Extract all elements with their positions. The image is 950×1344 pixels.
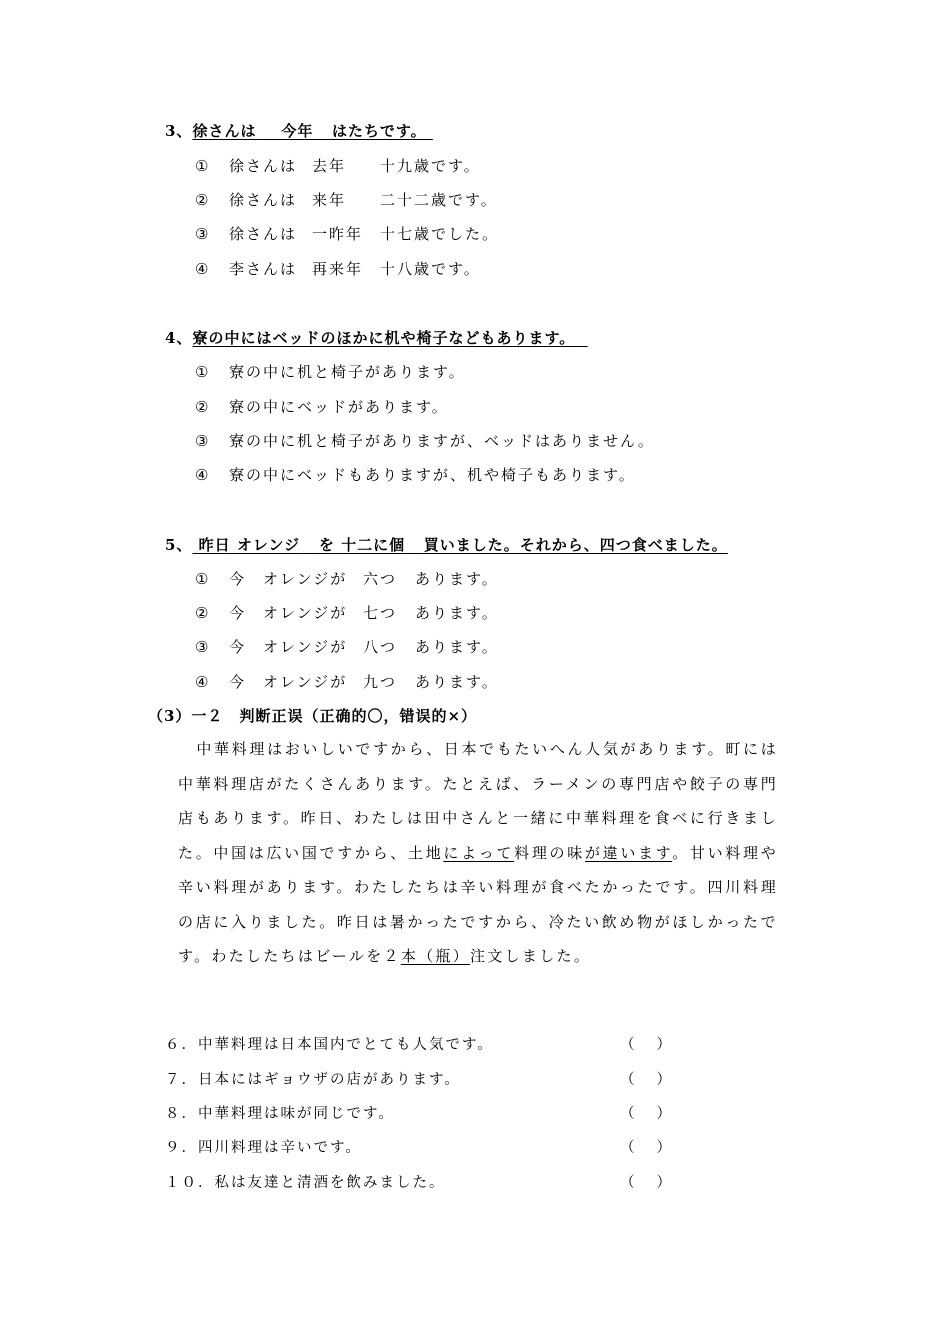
answer-blank-8[interactable]: （ ） xyxy=(620,1106,671,1122)
judgement-7: ７．日本にはギョウザの店があります。 xyxy=(165,1072,461,1088)
judgement-9: ９．四川料理は辛いです。 xyxy=(165,1140,362,1156)
judgement-8: ８．中華料理は味が同じです。 xyxy=(165,1106,395,1122)
question-3-option-1: ① 徐さんは 去年 十九歳です。 xyxy=(195,157,481,175)
question-5-option-3: ③ 今 オレンジが 八つ あります。 xyxy=(195,638,499,656)
question-3-option-3: ③ 徐さんは 一昨年 十七歳でした。 xyxy=(195,225,500,243)
question-5-stem: 昨日 オレンジ を 十二に個 買いました。それから、四つ食べました。 xyxy=(198,536,728,554)
question-3-stem: 徐さんは 今年 はたちです。 xyxy=(192,122,427,140)
question-3-title: 3、徐さんは 今年 はたちです。 xyxy=(165,120,433,141)
question-4-title: 4、寮の中にはベッドのほかに机や椅子などもあります。 xyxy=(165,329,576,347)
question-4-option-4: ④ 寮の中にベッドもありますが、机や椅子もあります。 xyxy=(195,466,636,484)
reading-passage: 中華料理はおいしいですから、日本でもたいへん人気があります。町には中華料理店がたくさんあります。たとえば、ラーメンの専門店や餃子の専門店もあります。昨日、わたしは田中さんと一緒に中華料理を食べに行きました。中国は広い国ですから、土地によって料理の味が違います。甘い料理や辛い料理があります。わたしたちは辛い料理が食べたかったです。四川料理の店に入りました。昨日は暑かったですから、冷たい飲め物がほしかったです。わたしたちはビールを２本（瓶）注文しました。 xyxy=(178,740,778,965)
question-3-option-4: ④ 李さんは 再来年 十八歳です。 xyxy=(195,260,481,278)
question-5-option-4: ④ 今 オレンジが 九つ あります。 xyxy=(195,673,499,691)
answer-blank-10[interactable]: （ ） xyxy=(620,1175,671,1191)
question-4-option-3: ③ 寮の中に机と椅子がありますが、ベッドはありません。 xyxy=(195,432,655,450)
answer-blank-6[interactable]: （ ） xyxy=(620,1037,671,1053)
question-4-option-1: ① 寮の中に机と椅子があります。 xyxy=(195,363,466,381)
section-title: （3）一２ 判断正误（正确的〇，错误的×） xyxy=(148,707,478,725)
question-5-option-1: ① 今 オレンジが 六つ あります。 xyxy=(195,570,499,588)
question-5-option-2: ② 今 オレンジが 七つ あります。 xyxy=(195,604,499,622)
judgement-10: １０．私は友達と清酒を飲みました。 xyxy=(165,1175,446,1191)
question-3-option-2: ② 徐さんは 来年 二十二歳です。 xyxy=(195,191,498,209)
judgement-6: ６．中華料理は日本国内でとても人気です。 xyxy=(165,1037,494,1053)
answer-blank-9[interactable]: （ ） xyxy=(620,1140,671,1156)
question-4-option-2: ② 寮の中にベッドがあります。 xyxy=(195,398,449,416)
answer-blank-7[interactable]: （ ） xyxy=(620,1072,671,1088)
question-4-stem: 寮の中にはベッドのほかに机や椅子などもあります。 xyxy=(192,329,576,347)
question-5-title: 5、 昨日 オレンジ を 十二に個 買いました。それから、四つ食べました。 xyxy=(165,536,728,554)
